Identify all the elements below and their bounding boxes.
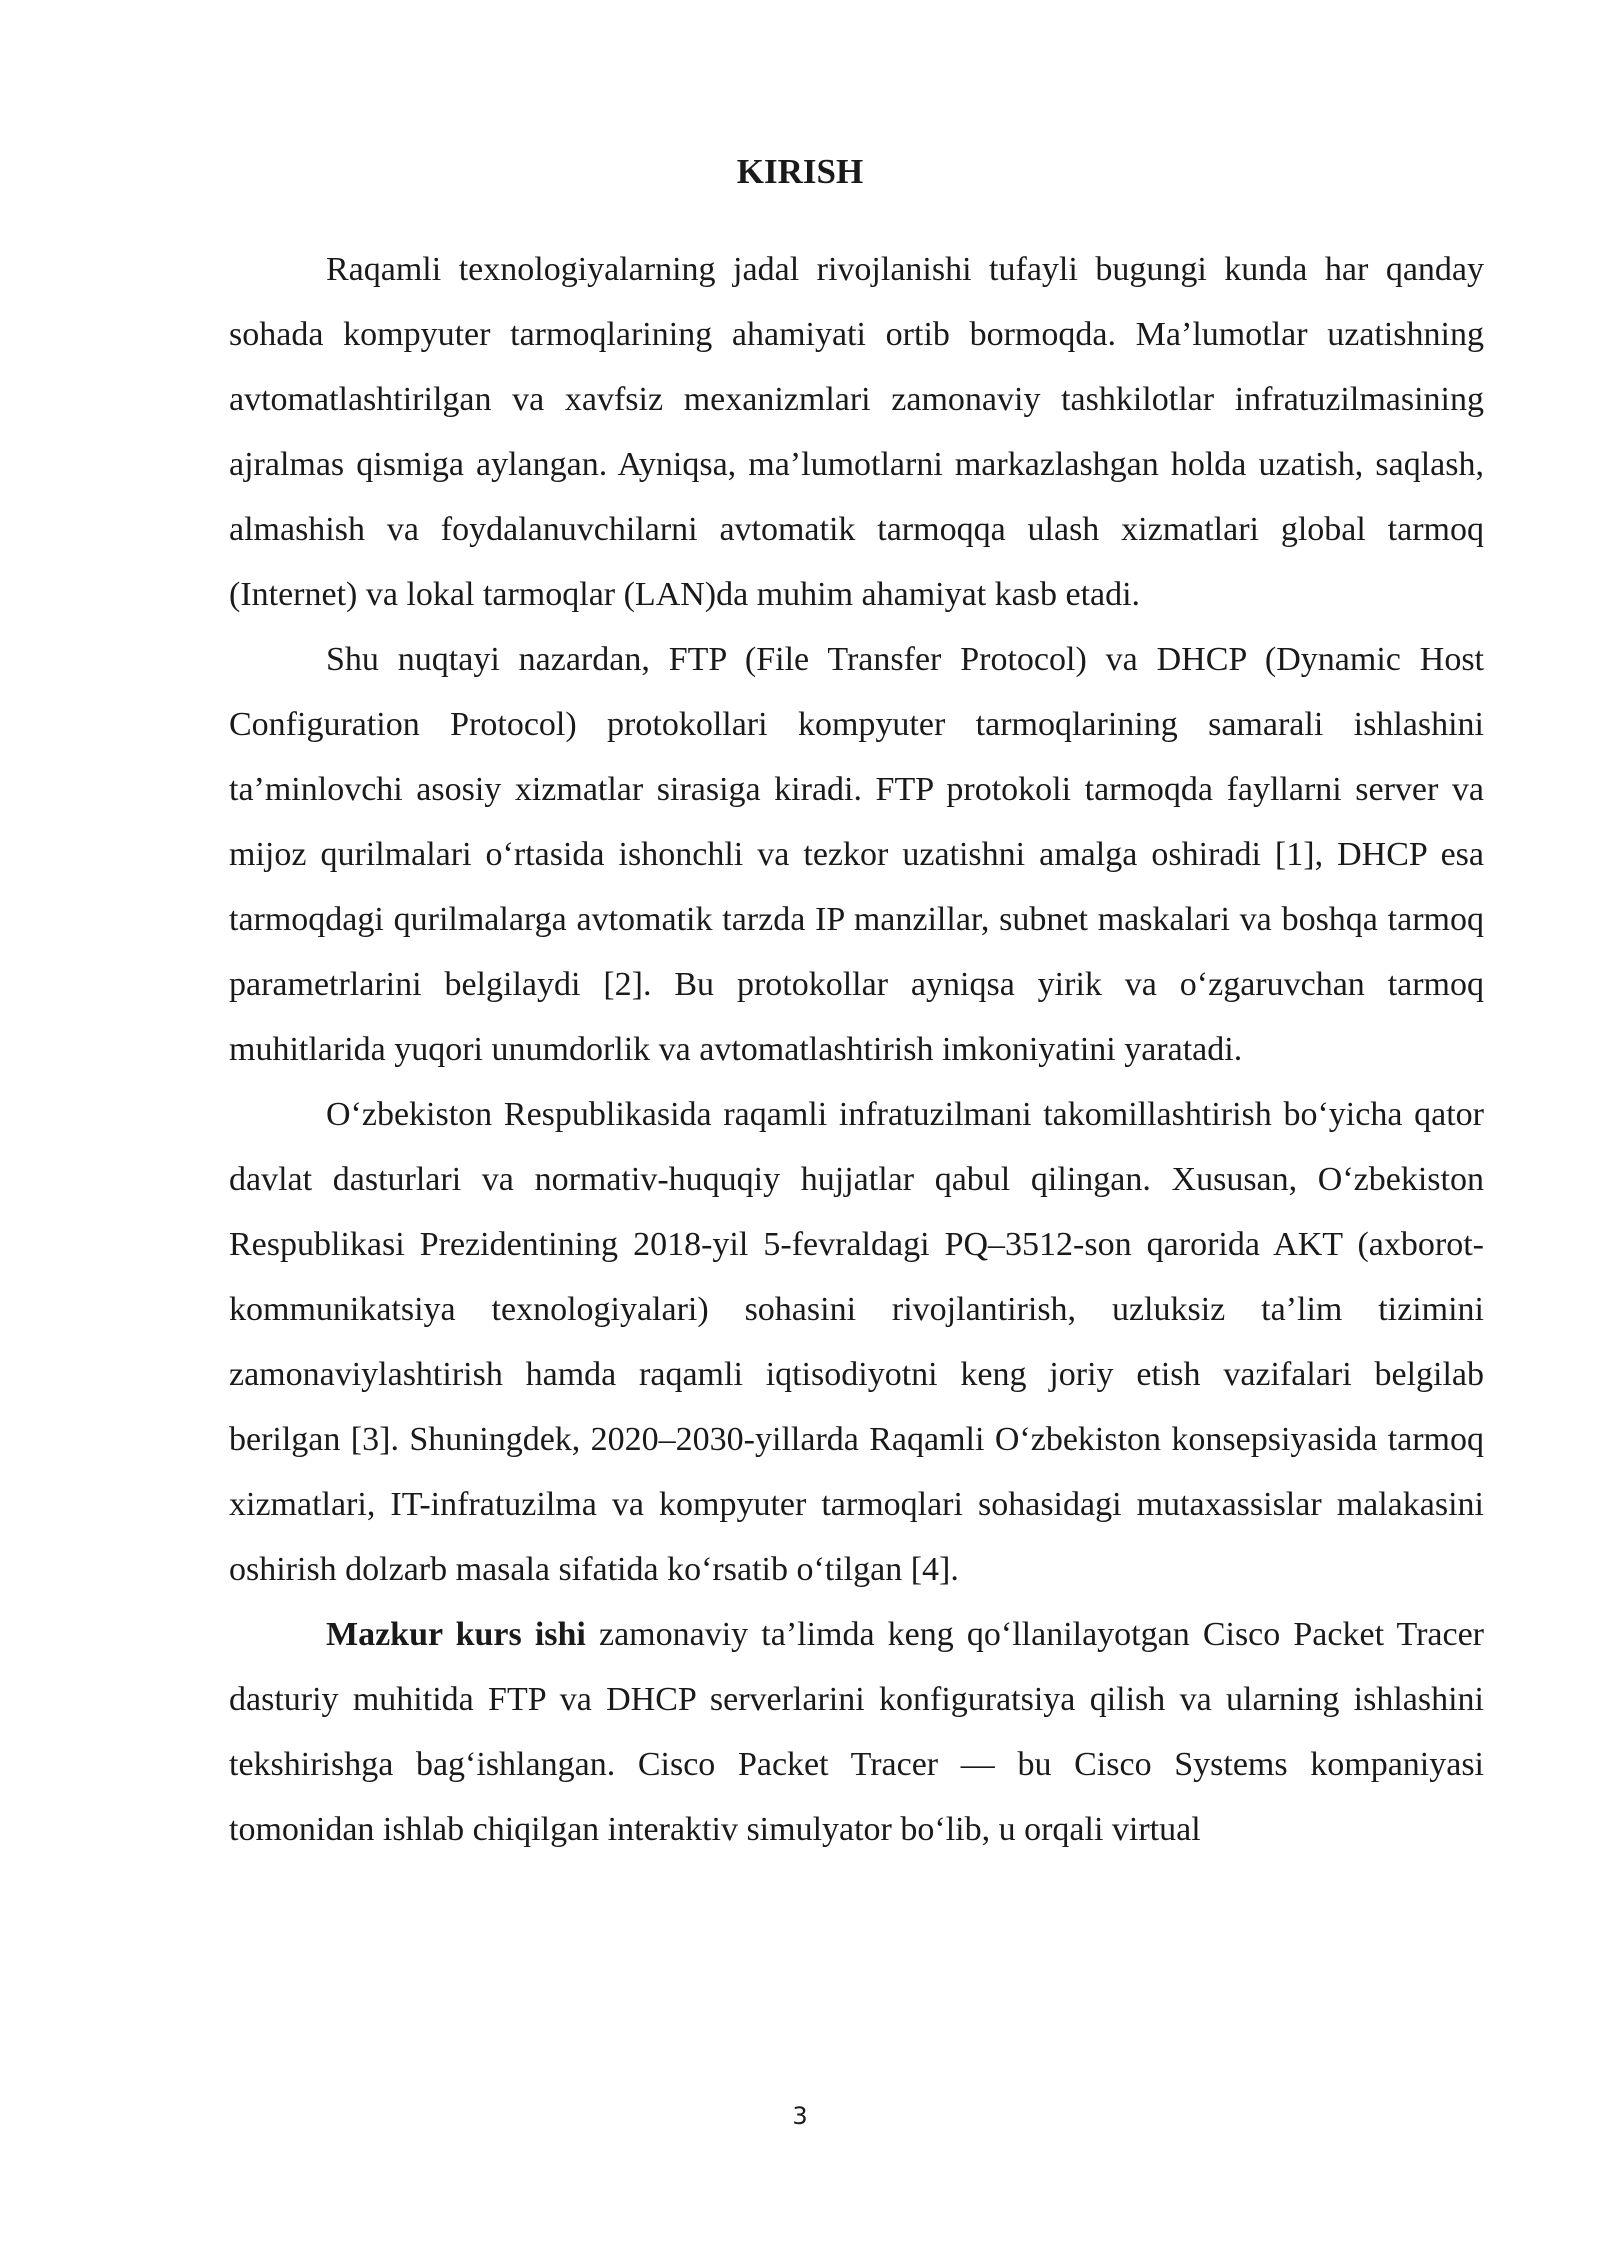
section-heading: KIRISH — [736, 152, 864, 191]
paragraph-course-work — [229, 1602, 1484, 1862]
paragraph-intro — [229, 237, 1484, 627]
body-text — [229, 237, 1484, 1862]
paragraph-text: Shu nuqtayi nazardan, FTP (File Transfer Protocol) va DHCP (Dynamic Host Configuration Protocol) protokollari kompyuter tarmoqlarining samarali ishlashini ta’minlovchi asosiy xizmatlar sirasiga kiradi. FTP protokoli tarmoqda fayllarni server va mijoz qurilmalari o‘rtasida ishonchli va tezkor uzatishni amalga oshiradi [1], DHCP esa tarmoqdagi qurilmalarga avtomatik tarzda IP manzillar, subnet maskalari va boshqa tarmoq parametrlarini belgilaydi [2]. Bu protokollar ayniqsa yirik va o‘zgaruvchan tarmoq muhitlarida yuqori unumdorlik va avtomatlashtirish imkoniyatini yaratadi. — [229, 641, 1484, 1068]
paragraph-text: zamonaviy ta’limda keng qo‘llanilayotgan Cisco Packet Tracer dasturiy muhitida FTP va DHCP serverlarini konfiguratsiya qilish va ularning ishlashini tekshirishga bag‘ishlangan. Cisco Packet Tracer — bu Cisco Systems kompaniyasi tomonidan ishlab chiqilgan interaktiv simulyator bo‘lib, u orqali virtual — [229, 1616, 1485, 1848]
paragraph-lead-bold: Mazkur kurs ishi — [326, 1616, 586, 1653]
paragraph-uzbekistan — [229, 1082, 1484, 1602]
paragraph-text: Raqamli texnologiyalarning jadal rivojlanishi tufayli bugungi kunda har qanday sohada kompyuter tarmoqlarining ahamiyati ortib bormoqda. Ma’lumotlar uzatishning avtomatlashtirilgan va xavfsiz mexanizmlari zamonaviy tashkilotlar infratuzilmasining ajralmas qismiga aylangan. Ayniqsa, ma’lumotlarni markazlashgan holda uzatish, saqlash, almashish va foydalanuvchilarni avtomatik tarmoqqa ulash xizmatlari global tarmoq (Internet) va lokal tarmoqlar (LAN)da muhim ahamiyat kasb etadi. — [229, 251, 1484, 613]
paragraph-protocols — [229, 627, 1484, 1082]
paragraph-text: O‘zbekiston Respublikasida raqamli infratuzilmani takomillashtirish bo‘yicha qator davlat dasturlari va normativ-huquqiy hujjatlar qabul qilingan. Xususan, O‘zbekiston Respublikasi Prezidentining 2018-yil 5-fevraldagi PQ–3512-son qarorida AKT (axborot-kommunikatsiya texnologiyalari) sohasini rivojlantirish, uzluksiz ta’lim tizimini zamonaviylashtirish hamda raqamli iqtisodiyotni keng joriy etish vazifalari belgilab berilgan [3]. Shuningdek, 2020–2030-yillarda Raqamli O‘zbekiston konsepsiyasida tarmoq xizmatlari, IT-infratuzilma va kompyuter tarmoqlari sohasidagi mutaxassislar malakasini oshirish dolzarb masala sifatida ko‘rsatib o‘tilgan [4]. — [229, 1096, 1484, 1588]
page-number: 3 — [792, 2102, 808, 2130]
